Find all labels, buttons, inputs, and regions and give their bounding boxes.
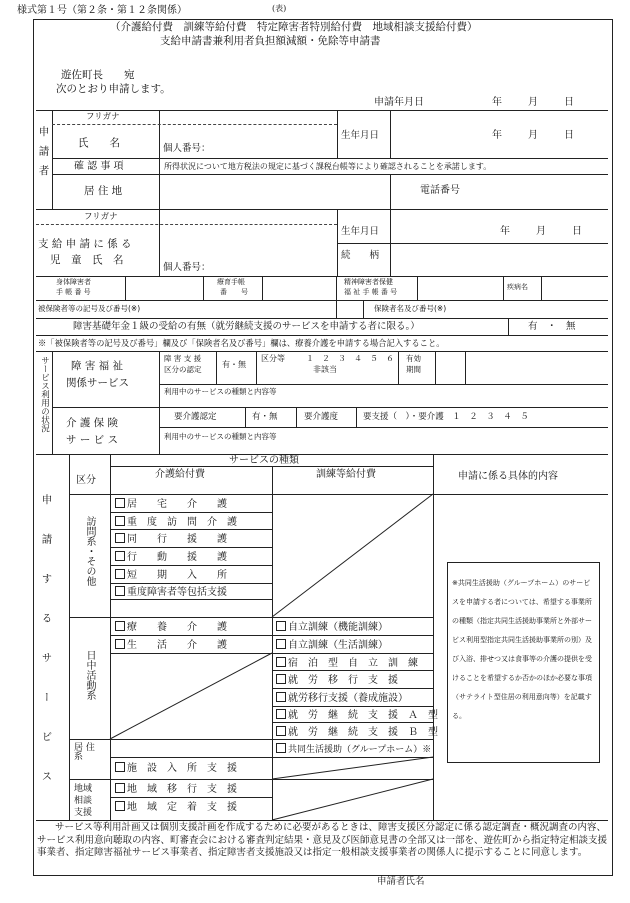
service-severe-visit-care[interactable]: 重 度 訪 問 介 護 — [115, 516, 237, 528]
service-medical-care[interactable]: 療 養 介 護 — [115, 621, 227, 633]
service-kind-header: サービスの種類 — [229, 455, 299, 466]
applicant-birth-year: 年 — [492, 130, 502, 141]
service-short-stay[interactable]: 短 期 入 所 — [115, 569, 227, 581]
welfare-service-label-1: 障 害 福 祉 — [71, 360, 124, 372]
form-number: 様式第１号（第２条・第１２条関係） — [17, 5, 187, 16]
phone-label: 電話番号 — [420, 185, 460, 196]
rehab-handbook-label-1: 療育手帳 — [217, 278, 245, 286]
care-support-options[interactable]: 要支援（ ）・要介護 １ ２ ３ ４ ５ — [363, 412, 529, 422]
service-accompany[interactable]: 同 行 援 護 — [115, 533, 227, 545]
applicant-birth-month: 月 — [528, 130, 538, 141]
application-day: 日 — [564, 97, 574, 108]
relation-label: 続 柄 — [341, 250, 380, 261]
support-class-label-2: 区分の認定 — [164, 365, 202, 374]
class-values[interactable]: １ ２ ３ ４ ５ ６ — [306, 354, 394, 363]
rehab-handbook-label-2: 番 号 — [220, 288, 248, 296]
child-birth-day: 日 — [572, 226, 582, 237]
child-birth-label: 生年月日 — [341, 226, 380, 237]
pension-question: 障害基礎年金１級の受給の有無（就労継続支援のサービスを申請する者に限る。） — [73, 321, 420, 332]
title-line-1: （介護給付費 訓練等給付費 特定障害者特別給付費 地域相談支援給付費） — [110, 21, 478, 33]
service-group-home[interactable]: 共同生活援助（グループホーム）※ — [276, 743, 431, 755]
ltc-label-1: 介 護 保 険 — [66, 417, 119, 429]
valid-period-label-1: 有効 — [406, 354, 421, 363]
care-benefit-header: 介護給付費 — [155, 469, 205, 480]
details-header: 申請に係る具体的内容 — [458, 471, 558, 482]
service-employment-transition[interactable]: 就 労 移 行 支 援 — [276, 674, 398, 686]
mental-handbook-label-2: 福 祉 手 帳 番 号 — [344, 288, 398, 296]
application-month: 月 — [528, 97, 538, 108]
residential-label: 居 住 系 — [74, 743, 95, 762]
usage-section-label: サービス利用の状況 — [39, 356, 50, 433]
welfare-service-label-2: 関係サービス — [66, 377, 129, 389]
confirm-text: 所得状況について地方税法の規定に基づく課税台帳等により確認されることを承諾します。 — [164, 162, 492, 171]
signature-label: 申請者氏名 — [377, 876, 425, 887]
training-benefit-header: 訓練等給付費 — [316, 469, 376, 480]
consent-text: サービス等利用計画又は個別支援計画を作成するために必要があるときは、障害支援区分認定に係る認定調査・概況調査の内容、サービス利用意向聴取の内容、町審査会における審査判定結果・意見及び医師意見書の全部又は一部を、遊佐町から指定特定相談支援事業者、指定障害福祉サービス事業者、指定障害者支援施設又は指定一般相談支援事業者の関係人に提示することに同意します。 — [37, 822, 608, 858]
child-birth-year: 年 — [500, 226, 510, 237]
confirm-label: 確 認 事 項 — [74, 161, 124, 172]
service-home-care[interactable]: 居 宅 介 護 — [115, 498, 227, 510]
service-life-training[interactable]: 自立訓練（生活訓練） — [276, 639, 388, 651]
not-applicable[interactable]: 非該当 — [313, 365, 337, 374]
current-services-label-2: 利用中のサービスの種類と内容等 — [164, 432, 277, 441]
insured-number-label: 被保険者等の記号及び番号(※) — [38, 304, 141, 313]
class-label: 区分等 — [261, 354, 285, 363]
service-residential-training[interactable]: 宿 泊 型 自 立 訓 練 — [276, 657, 418, 669]
application-date-label: 申請年月日 — [374, 97, 424, 108]
addressee: 遊佐町長 宛 — [61, 69, 135, 81]
service-community-transition[interactable]: 地 域 移 行 支 援 — [115, 783, 237, 795]
service-comprehensive-support[interactable]: 重度障害者等包括支援 — [115, 586, 227, 598]
service-functional-training[interactable]: 自立訓練（機能訓練） — [276, 621, 388, 633]
address-label: 居 住 地 — [84, 185, 123, 197]
current-services-label: 利用中のサービスの種類と内容等 — [164, 387, 277, 396]
child-furigana-label: フリガナ — [84, 212, 118, 222]
insurer-label: 保険者名及び番号(※) — [374, 304, 447, 313]
service-employment-transition-training[interactable]: 就労移行支援（養成施設） — [276, 692, 408, 704]
intro-text: 次のとおり申請します。 — [56, 83, 171, 95]
care-cert-yes-no[interactable]: 有・無 — [252, 412, 278, 422]
title-line-2: 支給申請書兼利用者負担額減額・免除等申請書 — [160, 35, 381, 47]
applicant-name-label: 氏 名 — [78, 137, 120, 149]
mental-handbook-label-1: 精神障害者保健 — [344, 278, 393, 286]
day-activity-label: 日中活動系 — [84, 650, 95, 700]
service-life-care[interactable]: 生 活 介 護 — [115, 639, 227, 651]
care-level-label: 要介護度 — [304, 412, 339, 422]
services-section-label: 申請するサービス — [40, 494, 53, 810]
child-birth-month: 月 — [536, 226, 546, 237]
child-name-label-2: 児 童 氏 名 — [50, 254, 124, 266]
valid-period-label-2: 期間 — [406, 365, 421, 374]
ltc-label-2: サ ー ビ ス — [66, 434, 119, 446]
disease-label: 疾病名 — [507, 283, 528, 291]
service-community-settlement[interactable]: 地 域 定 着 支 援 — [115, 801, 237, 813]
application-year: 年 — [492, 97, 502, 108]
home-visit-label: 訪問系・その他 — [84, 516, 95, 586]
applicant-birth-day: 日 — [564, 130, 574, 141]
support-class-label-1: 障 害 支 援 — [164, 354, 202, 363]
pension-options[interactable]: 有 ・ 無 — [528, 321, 576, 332]
community-support-label: 地域 相談 支援 — [74, 784, 93, 818]
group-home-note: ※共同生活援助（グループホーム）のサービスを申請する者については、希望する事業所の種類（指定共同生活援助事業所と外部サービス利用型指定共同生活援助事業所の別）及び入浴、排せつ又は食事等の介護の提供を受けることを希望するか否かのほか必要な事項（サテライト型住居の利用意向等）を記載する。 — [452, 579, 592, 720]
child-name-label-1: 支 給 申 請 に 係 る — [38, 238, 132, 250]
service-facility-admission[interactable]: 施 設 入 所 支 援 — [115, 762, 237, 774]
service-continued-employment-a[interactable]: 就 労 継 続 支 援 Ａ 型 — [276, 709, 438, 721]
category-header: 区分 — [76, 475, 96, 486]
applicant-birth-label: 生年月日 — [341, 130, 380, 141]
applicant-section-label: 申請者 — [37, 126, 50, 185]
service-continued-employment-b[interactable]: 就 労 継 続 支 援 Ｂ 型 — [276, 726, 438, 738]
physical-handbook-label-1: 身体障害者 — [56, 278, 91, 286]
insurance-note: ※「被保険者等の記号及び番号」欄及び「保険者名及び番号」欄は、療養介護を申請する場合記入すること。 — [38, 338, 445, 348]
child-id-label: 個人番号： — [163, 262, 211, 273]
side-label: (表) — [272, 4, 287, 13]
service-behavior-support[interactable]: 行 動 援 護 — [115, 551, 227, 563]
care-cert-label: 要介護認定 — [174, 412, 217, 422]
physical-handbook-label-2: 手 帳 番 号 — [56, 288, 91, 296]
applicant-furigana-label: フリガナ — [86, 112, 120, 122]
support-class-yes-no[interactable]: 有・無 — [222, 360, 246, 369]
applicant-id-label: 個人番号： — [163, 143, 211, 154]
